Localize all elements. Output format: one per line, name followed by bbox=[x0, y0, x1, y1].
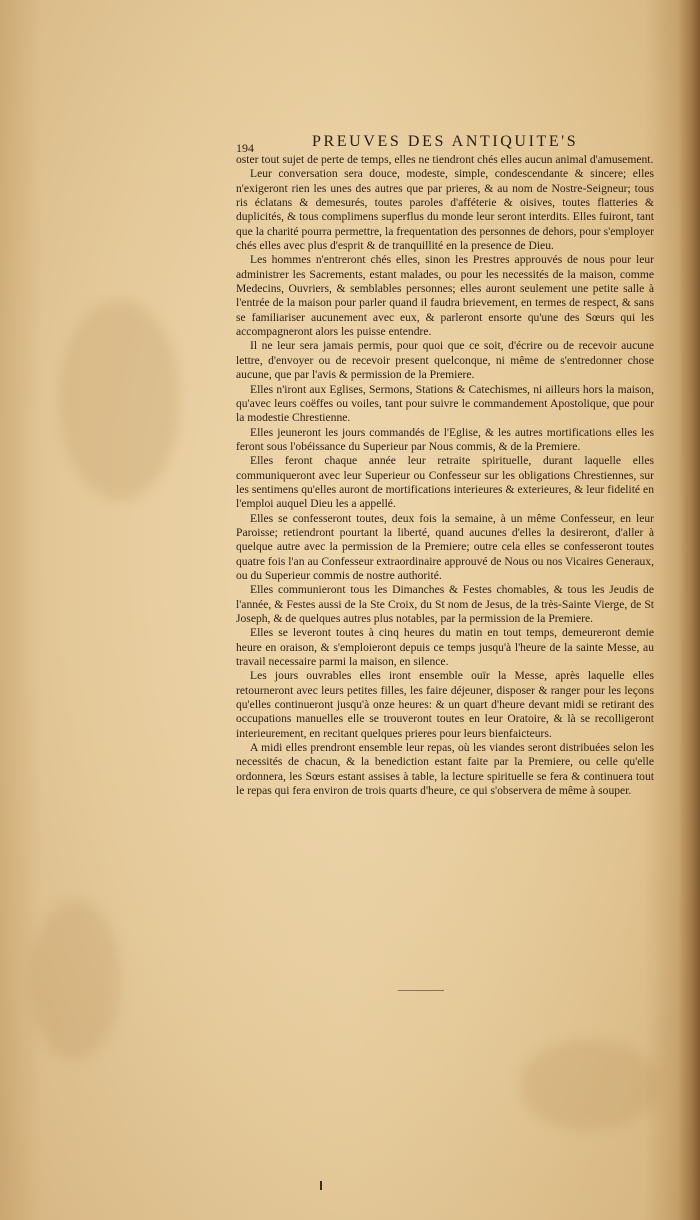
paragraph: Elles feront chaque année leur retraite spirituelle, durant laquelle elles communiqueront avec leur Superieur ou Confesseur sur les obligations Chrestiennes, sur les sentimens qu'elles auront de mortifications interieures & exterieures, & leur fidelité en l'emploi auquel Dieu les a appellé. bbox=[236, 454, 654, 511]
running-title: PREUVES DES ANTIQUITE'S bbox=[312, 133, 579, 150]
body-text bbox=[236, 153, 654, 798]
paper-stain bbox=[60, 300, 180, 500]
paragraph: Il ne leur sera jamais permis, pour quoi que ce soit, d'écrire ou de recevoir aucune lettre, d'envoyer ou de recevoir present quelconque, ni même de s'entredonner chose aucune, que par l'avis & permission de la Premiere. bbox=[236, 339, 654, 382]
paper-stain bbox=[520, 1040, 660, 1130]
paragraph: Elles se confesseront toutes, deux fois la semaine, à un même Confesseur, en leur Paroisse; retiendront pourtant la liberté, quand aucunes d'elles la desireront, d'aller à quelque autre avec la permission de la Premiere; outre cela elles se confesseront toutes quatre fois l'an au Confesseur extraordinaire approuvé de Nous ou nos Vicaires Generaux, ou du Superieur commis de nostre authorité. bbox=[236, 511, 654, 582]
section-divider bbox=[398, 990, 444, 991]
signature-mark bbox=[320, 1181, 322, 1190]
paragraph: Elles n'iront aux Eglises, Sermons, Stations & Catechismes, ni ailleurs hors la maison, qu'avec leurs coëffes ou voiles, tant pour suivre le commandement Apostolique, que pour la modestie Chrestienne. bbox=[236, 382, 654, 425]
paragraph: oster tout sujet de perte de temps, elles ne tiendront chés elles aucun animal d'amusement. bbox=[236, 153, 654, 166]
paragraph: Les jours ouvrables elles iront ensemble ouïr la Messe, après laquelle elles retourneront avec leurs petites filles, les faire déjeuner, disposer & ranger pour les leçons qu'elles continueront jusqu'à onze heures: & un quart d'heure devant midi se retirant des occupations manuelles elle se trouveront toutes en leur Oratoire, & là se recolligeront interieurement, en recitant quelques prieres pour leurs bienfaicteurs. bbox=[236, 669, 654, 740]
page-edge-shadow bbox=[678, 0, 700, 1220]
paragraph: Leur conversation sera douce, modeste, simple, condescendante & sincere; elles n'exigeront rien les unes des autres que par prieres, & au nom de Nostre-Seigneur; tous ris éclatans & demesurés, toutes paroles d'afféterie & oisives, toutes flatteries & duplicités, & tous complimens superflus du monde leur seront interdits. Elles fuiront, tant que la charité pourra permettre, la frequentation des personnes de dehors, pour s'employer chés elles avec plus d'esprit & de tranquillité en la presence de Dieu. bbox=[236, 167, 654, 253]
paragraph: Elles communieront tous les Dimanches & Festes chomables, & tous les Jeudis de l'année, & Festes aussi de la Ste Croix, du St nom de Jesus, de la très-Sainte Vierge, de St Joseph, & de quelques autres plus notables, par la permission de la Premiere. bbox=[236, 583, 654, 625]
page-header bbox=[236, 133, 656, 155]
paragraph: A midi elles prendront ensemble leur repas, où les viandes seront distribuées selon les necessités de chacun, & la benediction estant faite par la Premiere, ou celle qu'elle ordonnera, les Sœurs estant assises à table, la lecture spirituelle se fera & continuera tout le repas qui fera environ de trois quarts d'heure, ce qui s'observera de même à souper. bbox=[236, 741, 654, 798]
page-number: 194 bbox=[236, 141, 254, 155]
paper-stain bbox=[30, 900, 120, 1060]
paragraph: Elles jeuneront les jours commandés de l'Eglise, & les autres mortifications elles les feront sous l'obéissance du Superieur par Nous commis, & de la Premiere. bbox=[236, 425, 654, 453]
paragraph: Elles se leveront toutes à cinq heures du matin en tout temps, demeureront demie heure en oraison, & s'emploieront depuis ce temps jusqu'à l'heure de la sainte Messe, au travail necessaire parmi la maison, en silence. bbox=[236, 626, 654, 669]
paragraph: Les hommes n'entreront chés elles, sinon les Prestres approuvés de nous pour leur administrer les Sacrements, estant malades, ou pour les necessités de la maison, comme Medecins, Ouvriers, & semblables personnes; elles auront seulement une petite salle à l'entrée de la maison pour parler quand il faudra brievement, en termes de respect, & sans se familiariser aucunement avec eux, & parleront ensorte qu'une des Sœurs qui les accompagneront alors les puisse entendre. bbox=[236, 253, 654, 339]
